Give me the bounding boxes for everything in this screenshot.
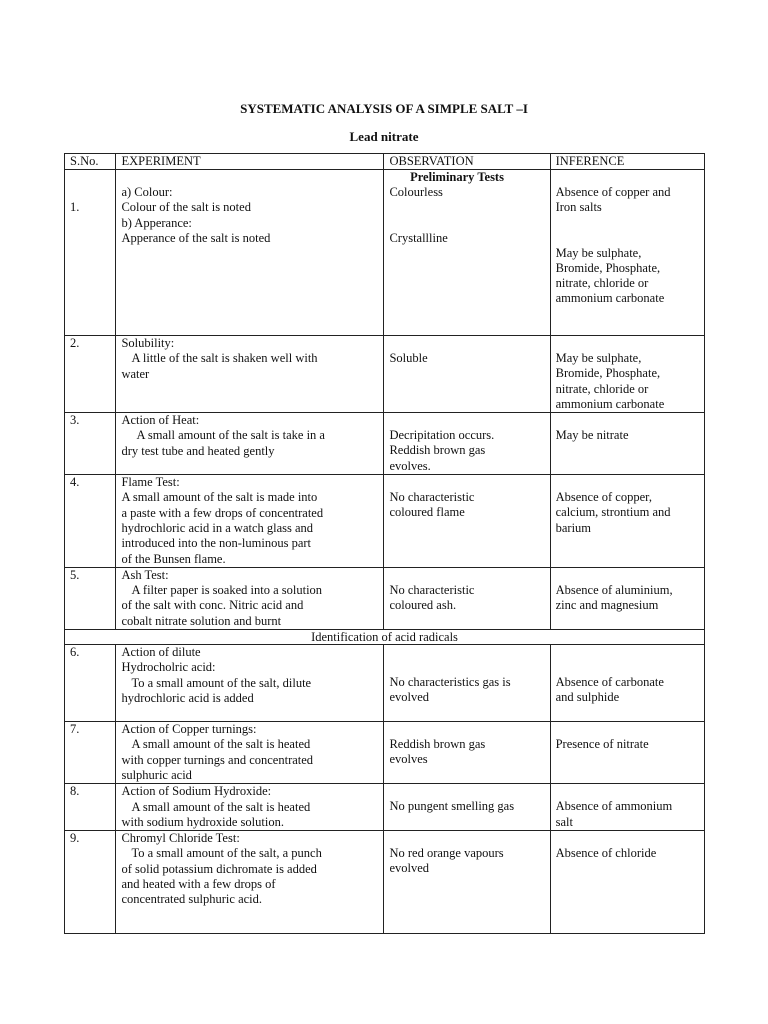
inference-line: nitrate, chloride or <box>555 381 649 396</box>
experiment-line: Solubility: <box>121 336 175 350</box>
table-row <box>65 336 705 413</box>
observation-line: No characteristics gas is <box>389 675 511 690</box>
experiment-line: Flame Test: <box>121 475 180 490</box>
inference-line: calcium, strontium and <box>555 505 671 520</box>
sno-text: 2. <box>70 336 80 350</box>
inference-line: Absence of copper and <box>555 185 671 199</box>
inference-line: May be sulphate, <box>555 245 642 260</box>
inference-line: zinc and magnesium <box>555 598 659 613</box>
experiment-line: hydrochloric acid is added <box>121 690 254 705</box>
inference-cell <box>550 722 704 784</box>
experiment-line: A small amount of the salt is made into <box>121 490 318 505</box>
preliminary-tests-label: Preliminary Tests <box>410 170 504 184</box>
experiment-line: dry test tube and heated gently <box>121 443 275 458</box>
observation-line: evolved <box>389 861 430 876</box>
table-row <box>65 567 705 629</box>
experiment-line: A small amount of the salt is heated <box>131 799 311 814</box>
experiment-line: Hydrocholric acid: <box>121 660 216 675</box>
header-observation: OBSERVATION <box>384 154 550 170</box>
inference-line: Presence of nitrate <box>555 737 649 752</box>
inference-line: May be sulphate, <box>555 351 642 365</box>
sno-text: 1. <box>70 200 80 214</box>
sno-cell <box>65 475 116 568</box>
inference-line: ammonium carbonate <box>555 396 665 411</box>
experiment-line: cobalt nitrate solution and burnt <box>121 613 282 628</box>
sno-text: 7. <box>70 722 80 737</box>
document-title: SYSTEMATIC ANALYSIS OF A SIMPLE SALT –I <box>240 101 528 116</box>
section-row <box>65 630 705 645</box>
section-heading: Identification of acid radicals <box>65 630 705 645</box>
experiment-line: with copper turnings and concentrated <box>121 752 314 767</box>
header-inference: INFERENCE <box>550 154 704 170</box>
experiment-cell <box>116 645 384 722</box>
experiment-line: b) Apperance: <box>121 215 192 230</box>
sno-text: 4. <box>70 475 80 490</box>
experiment-line: concentrated sulphuric acid. <box>121 892 263 907</box>
experiment-line: To a small amount of the salt, a punch <box>131 846 322 861</box>
experiment-line: sulphuric acid <box>121 767 192 782</box>
observation-line: No characteristic <box>389 490 475 505</box>
experiment-line: Colour of the salt is noted <box>121 200 251 215</box>
observation-cell <box>384 722 550 784</box>
header-sno: S.No. <box>65 154 116 170</box>
experiment-line: water <box>121 366 150 381</box>
table-row <box>65 475 705 568</box>
sno-text: 6. <box>70 645 80 660</box>
inference-line: nitrate, chloride or <box>555 276 649 291</box>
observation-line: No pungent smelling gas <box>389 799 515 814</box>
experiment-line: a paste with a few drops of concentrated <box>121 505 324 520</box>
inference-line: Absence of carbonate <box>555 675 664 690</box>
experiment-line: A small amount of the salt is heated <box>131 737 311 752</box>
sno-cell <box>65 567 116 629</box>
experiment-cell <box>116 336 384 413</box>
inference-cell <box>550 413 704 475</box>
experiment-line: with sodium hydroxide solution. <box>121 814 284 829</box>
inference-line: barium <box>555 520 592 535</box>
experiment-cell <box>116 567 384 629</box>
inference-line: Absence of aluminium, <box>555 582 673 597</box>
inference-line: Absence of ammonium <box>555 799 673 814</box>
experiment-line: To a small amount of the salt, dilute <box>131 675 312 690</box>
inference-line: and sulphide <box>555 690 620 705</box>
sno-text: 9. <box>70 831 80 846</box>
experiment-cell <box>116 831 384 934</box>
sno-cell <box>65 336 116 413</box>
inference-cell <box>550 475 704 568</box>
table-row <box>65 170 705 336</box>
experiment-line: A small amount of the salt is take in a <box>136 428 325 443</box>
sno-cell <box>65 722 116 784</box>
inference-cell <box>550 831 704 934</box>
experiment-line: Chromyl Chloride Test: <box>121 831 240 846</box>
sno-text: 3. <box>70 413 80 428</box>
experiment-line: Ash Test: <box>121 567 169 582</box>
observation-line: evolved <box>389 690 430 705</box>
sno-cell <box>65 645 116 722</box>
experiment-cell <box>116 722 384 784</box>
experiment-line: introduced into the non-luminous part <box>121 536 312 551</box>
inference-cell <box>550 170 704 336</box>
table-row <box>65 722 705 784</box>
experiment-cell <box>116 413 384 475</box>
observation-cell <box>384 831 550 934</box>
observation-line: coloured ash. <box>389 598 457 613</box>
table-row <box>65 784 705 831</box>
observation-line: evolves. <box>389 458 431 473</box>
experiment-line: Action of dilute <box>121 645 201 660</box>
observation-line: No red orange vapours <box>389 846 504 861</box>
experiment-line: of the salt with conc. Nitric acid and <box>121 598 304 613</box>
inference-cell <box>550 336 704 413</box>
observation-line: Reddish brown gas <box>389 443 486 458</box>
experiment-cell <box>116 784 384 831</box>
experiment-line: A filter paper is soaked into a solution <box>131 583 323 598</box>
experiment-line: a) Colour: <box>121 185 173 199</box>
sno-cell <box>65 784 116 831</box>
inference-line: salt <box>555 814 573 829</box>
experiment-line: hydrochloric acid in a watch glass and <box>121 520 314 535</box>
inference-cell <box>550 784 704 831</box>
analysis-table <box>64 153 705 934</box>
observation-line: Crystallline <box>389 230 448 245</box>
observation-cell <box>384 170 550 336</box>
experiment-line: and heated with a few drops of <box>121 877 276 892</box>
experiment-cell <box>116 475 384 568</box>
observation-cell <box>384 475 550 568</box>
document-subtitle: Lead nitrate <box>349 129 419 144</box>
observation-cell <box>384 784 550 831</box>
table-header-row <box>65 154 705 170</box>
experiment-line: Apperance of the salt is noted <box>121 230 271 245</box>
experiment-line: A little of the salt is shaken well with <box>131 351 318 366</box>
observation-line: Reddish brown gas <box>389 737 486 752</box>
inference-line: Bromide, Phosphate, <box>555 260 661 275</box>
observation-cell <box>384 336 550 413</box>
sno-cell <box>65 170 116 336</box>
header-experiment: EXPERIMENT <box>116 154 384 170</box>
experiment-line: Action of Sodium Hydroxide: <box>121 784 272 799</box>
observation-line: Decripitation occurs. <box>389 428 495 443</box>
inference-cell <box>550 645 704 722</box>
observation-line: Soluble <box>389 351 428 365</box>
table-row <box>65 413 705 475</box>
observation-line: No characteristic <box>389 582 475 597</box>
inference-line: Iron salts <box>555 200 602 215</box>
experiment-line: Action of Heat: <box>121 413 200 428</box>
inference-line: May be nitrate <box>555 428 629 443</box>
experiment-line: of the Bunsen flame. <box>121 551 226 566</box>
inference-line: ammonium carbonate <box>555 291 665 306</box>
observation-cell <box>384 413 550 475</box>
sno-text: 5. <box>70 567 80 582</box>
sno-text: 8. <box>70 784 80 799</box>
observation-line: coloured flame <box>389 505 465 520</box>
observation-cell <box>384 567 550 629</box>
inference-cell <box>550 567 704 629</box>
observation-line: evolves <box>389 752 428 767</box>
sno-cell <box>65 831 116 934</box>
table-row <box>65 645 705 722</box>
sno-cell <box>65 413 116 475</box>
experiment-line: of solid potassium dichromate is added <box>121 861 317 876</box>
observation-line: Colourless <box>389 185 443 200</box>
inference-line: Absence of copper, <box>555 490 652 505</box>
observation-cell <box>384 645 550 722</box>
experiment-cell <box>116 170 384 336</box>
table-row <box>65 831 705 934</box>
inference-line: Absence of chloride <box>555 846 657 861</box>
inference-line: Bromide, Phosphate, <box>555 366 661 381</box>
experiment-line: Action of Copper turnings: <box>121 722 257 737</box>
